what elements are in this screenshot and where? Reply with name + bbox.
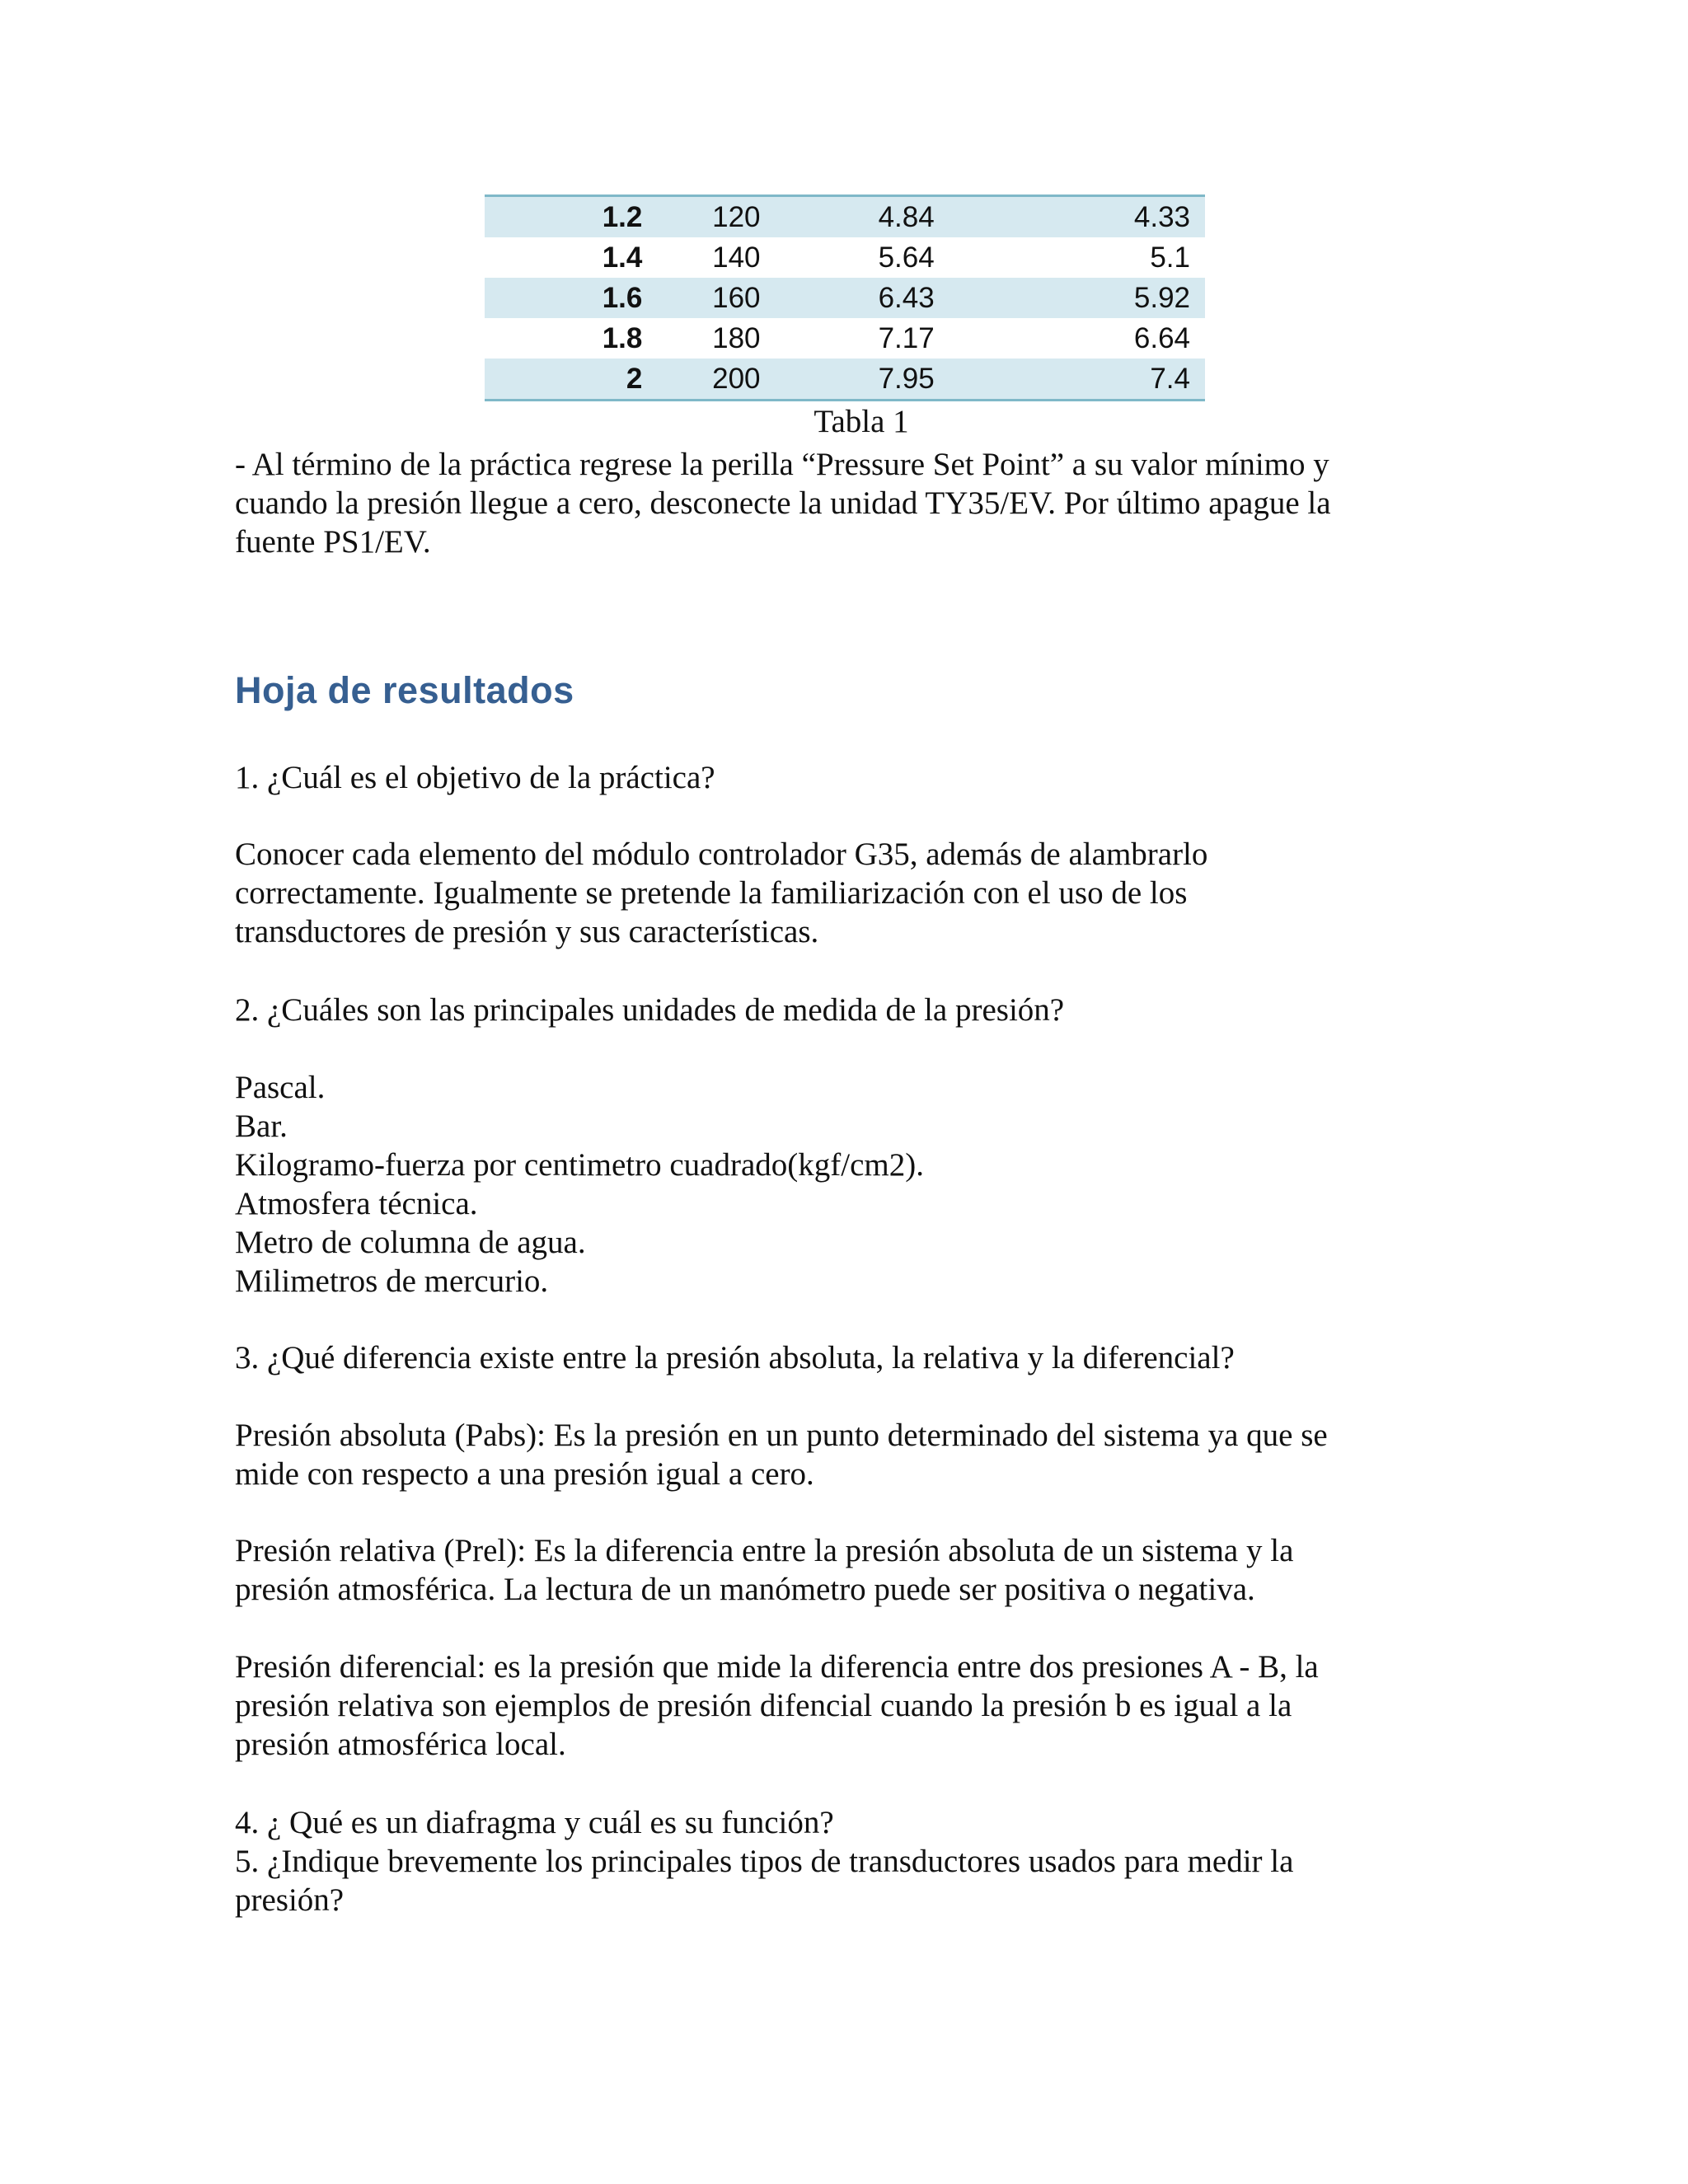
table-cell: 4.84	[815, 196, 997, 238]
list-item: Bar.	[235, 1108, 288, 1144]
table-cell: 7.4	[997, 359, 1205, 401]
question-4-5	[235, 1803, 1471, 1919]
intro-paragraph	[235, 445, 1471, 561]
table-cell: 6.64	[1133, 322, 1190, 354]
table-cell: 7.17	[878, 322, 935, 354]
text-line: Conocer cada elemento del módulo controlador G35, además de alambrarlo	[235, 837, 1208, 872]
table-cell: 2	[485, 359, 657, 401]
text-line: cuando la presión llegue a cero, desconecte la unidad TY35/EV. Por último apague la	[235, 485, 1331, 521]
answer-3-absolute	[235, 1416, 1471, 1493]
text-line: fuente PS1/EV.	[235, 524, 431, 560]
question-text: 3. ¿Qué diferencia existe entre la presión absoluta, la relativa y la diferencial?	[235, 1340, 1235, 1376]
answer-1	[235, 835, 1471, 951]
text-line: Presión relativa (Prel): Es la diferencia entre la presión absoluta de un sistema y la	[235, 1533, 1294, 1568]
table-cell: 7.95	[815, 359, 997, 401]
table-caption: Tabla 1	[814, 404, 909, 439]
data-table-section	[485, 194, 1205, 443]
table-cell: 1.8	[602, 322, 643, 354]
answer-3-relative	[235, 1531, 1471, 1609]
table-cell: 1.2	[485, 196, 657, 238]
data-table	[485, 194, 1205, 401]
question-text: 2. ¿Cuáles son las principales unidades de medida de la presión?	[235, 992, 1065, 1028]
question-text: presión?	[235, 1882, 345, 1918]
text-line: - Al término de la práctica regrese la perilla “Pressure Set Point” a su valor mínimo y	[235, 447, 1329, 482]
section-heading: Hoja de resultados	[235, 669, 574, 711]
table-cell: 160	[657, 278, 815, 318]
list-item: Milimetros de mercurio.	[235, 1263, 549, 1299]
table-cell: 1.6	[485, 278, 657, 318]
table-cell: 5.64	[878, 241, 935, 274]
table-row	[485, 237, 1205, 278]
table-cell: 4.33	[997, 196, 1205, 238]
table-cell: 5.1	[1150, 241, 1190, 274]
text-line: Presión absoluta (Pabs): Es la presión en un punto determinado del sistema ya que se	[235, 1418, 1328, 1453]
text-line: correctamente. Igualmente se pretende la familiarización con el uso de los	[235, 875, 1188, 911]
table-cell: 5.92	[997, 278, 1205, 318]
list-item: Pascal.	[235, 1070, 326, 1105]
answer-2-units-list	[235, 1068, 1471, 1301]
table-row	[485, 278, 1205, 318]
table-cell: 6.43	[815, 278, 997, 318]
text-line: mide con respecto a una presión igual a cero.	[235, 1456, 814, 1492]
question-3	[235, 1338, 1471, 1377]
table-row	[485, 359, 1205, 401]
list-item: Atmosfera técnica.	[235, 1186, 478, 1221]
question-2	[235, 991, 1471, 1029]
table-cell: 180	[712, 322, 761, 354]
question-text: 5. ¿Indique brevemente los principales tipos de transductores usados para medir la	[235, 1844, 1294, 1879]
text-line: presión atmosférica local.	[235, 1727, 566, 1762]
list-item: Metro de columna de agua.	[235, 1225, 586, 1260]
table-cell: 1.4	[602, 241, 643, 274]
text-line: presión atmosférica. La lectura de un manómetro puede ser positiva o negativa.	[235, 1572, 1255, 1607]
table-row	[485, 318, 1205, 359]
text-line: transductores de presión y sus características.	[235, 914, 819, 949]
question-text: 4. ¿ Qué es un diafragma y cuál es su función?	[235, 1805, 834, 1840]
list-item: Kilogramo-fuerza por centimetro cuadrado(kgf/cm2).	[235, 1147, 924, 1183]
answer-3-differential	[235, 1647, 1471, 1764]
table-cell: 200	[657, 359, 815, 401]
question-text: 1. ¿Cuál es el objetivo de la práctica?	[235, 760, 715, 795]
table-cell: 140	[712, 241, 761, 274]
text-line: Presión diferencial: es la presión que mide la diferencia entre dos presiones A - B, la	[235, 1649, 1319, 1685]
question-1	[235, 758, 1471, 797]
table-cell: 120	[657, 196, 815, 238]
table-row	[485, 196, 1205, 238]
text-line: presión relativa son ejemplos de presión difencial cuando la presión b es igual a la	[235, 1688, 1292, 1723]
